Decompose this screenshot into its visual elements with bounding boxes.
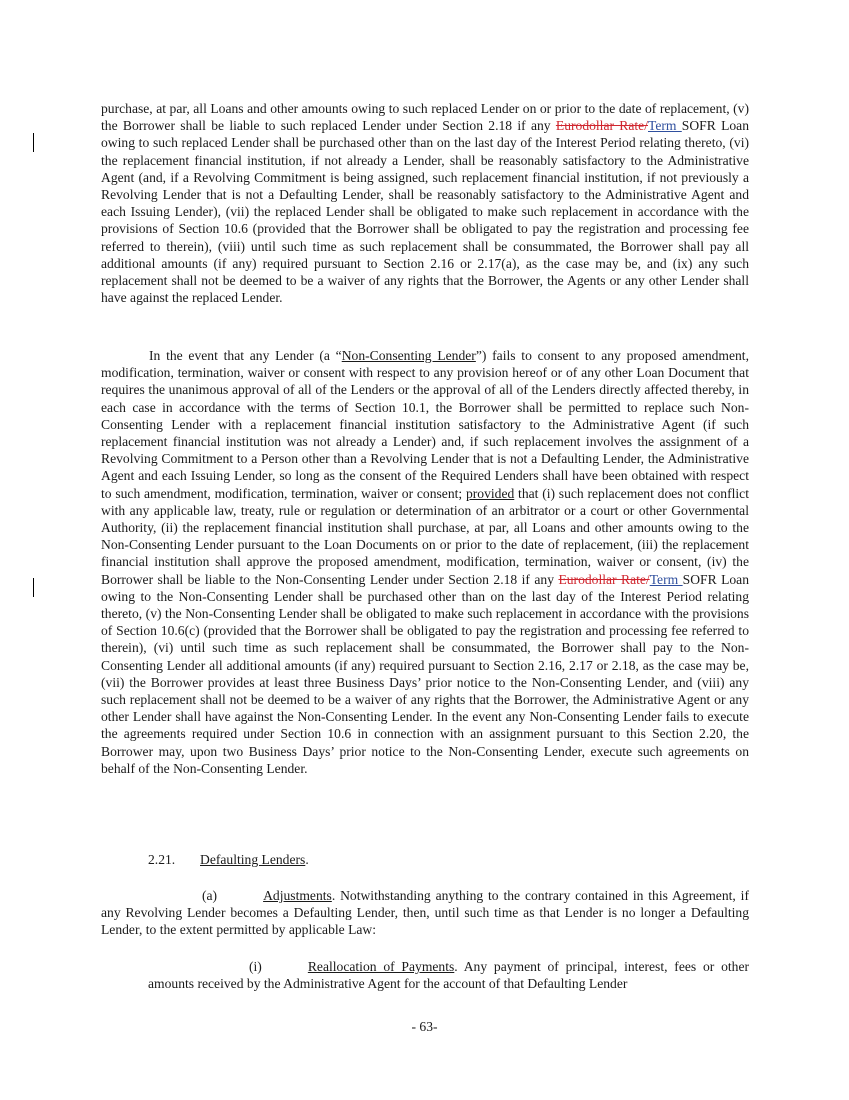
paragraph-text: purchase, at par, all Loans and other amounts owing to such replaced Lender on or prior to the date of replacement, (v) the Borrower shall be liable to such replaced Lender under Section 2.18 if any — [101, 101, 749, 134]
defined-term: Non-Consenting Lender — [341, 348, 476, 363]
subsection-i — [148, 958, 749, 992]
provided-term: provided — [465, 485, 515, 501]
page-number: - 63- — [411, 1019, 438, 1034]
section-title-period: . — [305, 852, 309, 867]
paragraph-text: that (i) such replacement does not conflict with any applicable law, treaty, rule or regulation or determination of an arbitrator or a court or other Governmental Authority, (ii) the replacement financial institution shall purchase, at par, all Loans and other amounts owing to the Non-Consenting Lender pursuant to the Loan Documents on or prior to the date of replacement, (iii) the replacement financial institution shall approve the proposed amendment, modification, termination, waiver or consent, (iv) the Borrower shall be liable to the Non-Consenting Lender under Section 2.18 if any — [101, 485, 749, 587]
paragraph-text: ”) fails to consent to any proposed amendment, modification, termination, waiver or consent with respect to any provision hereof or of any other Loan Document that requires the unanimous approval of all of the Lenders or the approval of all of the Lenders directly affected thereby, in each case in accordance with the terms of Section 10.1, the Borrower shall be permitted to replace such Non-Consenting Lender with a replacement financial institution satisfactory to the Administrative Agent (if such replacement financial institution was not already a Lender) and, if such replacement involves the assignment of a Revolving Commitment to a Person other than a Revolving Lender that is not a Defaulting Lender, the Administrative Agent and each Issuing Lender, so long as the consent of the Required Lenders shall have been obtained with respect to such amendment, modification, termination, waiver or consent; — [101, 348, 749, 501]
section-title: Defaulting Lenders — [200, 852, 306, 867]
subsection-a — [101, 887, 749, 939]
subsection-heading: Adjustments — [263, 888, 332, 903]
paragraph-text: In the event that any Lender (a “ — [149, 348, 342, 363]
paragraph-non-consenting-lender — [101, 347, 749, 777]
subsection-heading: Reallocation of Payments — [307, 959, 455, 974]
change-bar — [33, 578, 34, 597]
inserted-text: Term — [648, 118, 682, 134]
paragraph-text: SOFR Loan owing to such replaced Lender shall be purchased other than on the last day of the Interest Period relating thereto, (vi) the replacement financial institution, if not already a Lender, shall be reasonably satisfactory to the Administrative Agent (and, if a Revolving Commitment is being assigned, such replacement financial institution, if not previously a Revolving Lender that is not a Defaulting Lender, shall be reasonably satisfactory to the Administrative Agent and each Issuing Lender), (vii) the replaced Lender shall be obligated to make such replacement in accordance with the provisions of Section 10.6 (provided that the Borrower shall be obligated to pay the registration and processing fee referred to therein), (viii) until such time as such replacement shall be consummated, the Borrower shall pay all additional amounts (if any) required pursuant to Section 2.16 or 2.17(a), as the case may be, and (ix) any such replacement shall not be deemed to be a waiver of any rights that the Borrower, the Agents or any other Lender shall have against the replaced Lender. — [101, 118, 750, 306]
section-heading — [148, 851, 309, 868]
subsection-text: . Notwithstanding anything to the contrary contained in this Agreement, if any Revolving Lender becomes a Defaulting Lender, then, until such time as that Lender is no longer a Defaulting Lender, to the extent permitted by applicable Law: — [101, 888, 749, 938]
subsection-text: . Any payment of principal, interest, fees or other amounts received by the Administrative Agent for the account of that Defaulting Lender — [148, 959, 749, 992]
deleted-text: Eurodollar Rate/ — [555, 118, 648, 134]
section-number: 2.21. — [148, 852, 176, 867]
subsection-label: (i) — [249, 959, 262, 974]
subsection-label: (a) — [202, 888, 218, 903]
change-bar — [33, 133, 34, 152]
deleted-text: Eurodollar Rate/ — [558, 571, 650, 587]
inserted-text: Term — [649, 571, 683, 587]
paragraph-text: SOFR Loan owing to the Non-Consenting Lender shall be purchased other than on the last day of the Interest Period relating thereto, (v) the Non-Consenting Lender shall be obligated to make such replacement in accordance with the provisions of Section 10.6(c) (provided that the Borrower shall be obligated to pay the registration and processing fee referred to therein), (vi) until such time as such replacement shall be consummated, the Borrower shall pay to the Non-Consenting Lender all additional amounts (if any) required pursuant to Section 2.16, 2.17 or 2.18, as the case may be, (vii) the Borrower provides at least three Business Days’ prior notice to the Non-Consenting Lender, and (viii) any such replacement shall not be deemed to be a waiver of any rights that the Borrower, the Administrative Agent or any other Lender shall have against the Non-Consenting Lender. In the event any Non-Consenting Lender fails to execute the agreements required under Section 10.6 in connection with an assignment pursuant to this Section 2.20, the Borrower may, upon two Business Days’ prior notice to the Non-Consenting Lender, execute such agreements on behalf of the Non-Consenting Lender. — [101, 571, 750, 776]
paragraph-replacement-terms — [101, 100, 749, 306]
